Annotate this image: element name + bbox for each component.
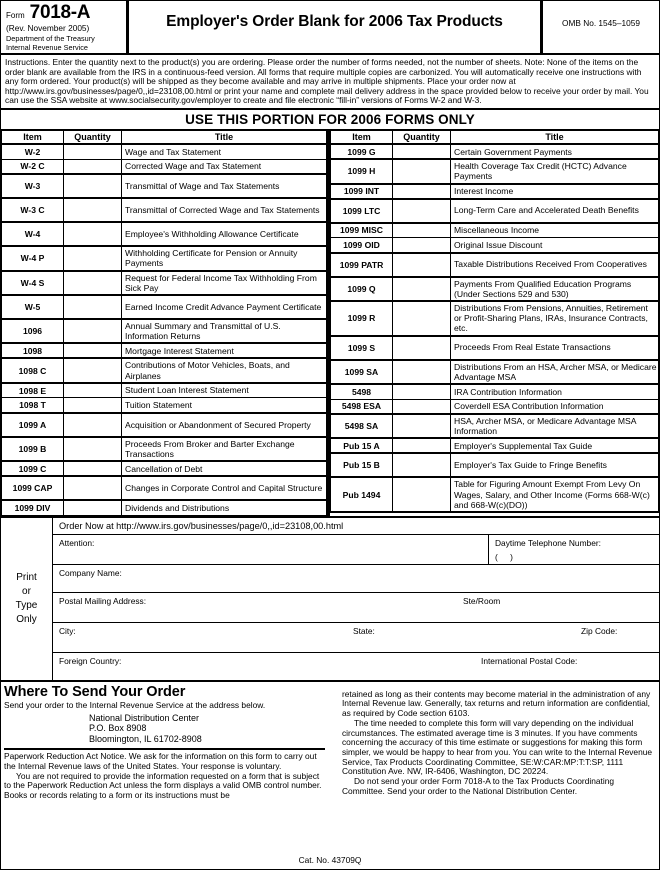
table-header-row xyxy=(2,131,327,144)
cell-quantity-input[interactable] xyxy=(64,174,122,198)
cell-quantity-input[interactable] xyxy=(64,246,122,270)
foreign-country-row[interactable] xyxy=(53,653,659,680)
table-row xyxy=(331,184,659,199)
column-header-title: Title xyxy=(451,131,659,144)
form-revision-date: (Rev. November 2005) xyxy=(6,23,90,33)
form-header xyxy=(1,1,659,55)
cell-title: Payments From Qualified Education Programs (Under Sections 529 and 530) xyxy=(451,277,659,301)
cell-title: Proceeds From Real Estate Transactions xyxy=(451,336,659,360)
pra-paragraph-5: Do not send your order Form 7018-A to the Tax Products Coordinating Committee. Send your order to the National Distribution Center. xyxy=(341,776,615,796)
cell-item: 1098 E xyxy=(2,383,64,398)
cell-item: 1099 R xyxy=(331,301,393,336)
cell-quantity-input[interactable] xyxy=(393,399,451,414)
table-row xyxy=(331,223,659,238)
cell-item: 1098 xyxy=(2,343,64,358)
cell-quantity-input[interactable] xyxy=(393,336,451,360)
cell-title: Distributions From an HSA, Archer MSA, or Medicare Advantage MSA xyxy=(451,360,659,384)
cell-title: Employer's Tax Guide to Fringe Benefits xyxy=(451,453,659,477)
state-label: State: xyxy=(353,625,375,636)
pra-paragraph-4: The time needed to complete this form will vary depending on the individual circumstances. The estimated average time is 3 minutes. If you have comments concerning the accuracy of this time estimate or suggestions for making this form simpler, we would be happy to hear from you. You can write to the Internal Revenue Service, Tax Products Coordinating Committee, SE:W:CAR:MP:T:T:SP, 1111 Constitution Ave. NW, IR-6406, Washington, DC 20224. xyxy=(341,717,653,777)
omb-number: OMB No. 1545–1059 xyxy=(562,18,640,28)
distribution-center-address xyxy=(89,713,325,745)
right-table-body xyxy=(331,144,659,512)
cell-title: Student Loan Interest Statement xyxy=(122,383,327,398)
print-or-type-line-3: Only xyxy=(16,613,37,625)
international-postal-code-label: International Postal Code: xyxy=(481,655,578,666)
postal-mailing-address-field[interactable] xyxy=(53,593,659,623)
cell-title: Table for Figuring Amount Exempt From Levy On Wages, Salary, and Other Income (Forms 668-W(c) and 668-W(c)(DO)) xyxy=(451,477,659,512)
cell-title: Mortgage Interest Statement xyxy=(122,343,327,358)
print-or-type-line-1: or xyxy=(22,585,31,597)
cell-item: 1099 C xyxy=(2,461,64,476)
table-row xyxy=(2,246,327,270)
cell-quantity-input[interactable] xyxy=(393,384,451,399)
table-row xyxy=(331,199,659,223)
cell-title: Miscellaneous Income xyxy=(451,223,659,238)
table-header-row xyxy=(331,131,659,144)
products-tables xyxy=(1,129,659,516)
table-row xyxy=(2,437,327,461)
cell-quantity-input[interactable] xyxy=(393,360,451,384)
cell-title: HSA, Archer MSA, or Medicare Advantage MSA Information xyxy=(451,414,659,438)
cell-quantity-input[interactable] xyxy=(393,453,451,477)
cell-title: Request for Federal Income Tax Withholding From Sick Pay xyxy=(122,271,327,295)
cell-item: W-4 S xyxy=(2,271,64,295)
cell-item: 1099 DIV xyxy=(2,500,64,515)
print-or-type-line-0: Print xyxy=(16,571,37,583)
department-line-2: Internal Revenue Service xyxy=(6,42,88,52)
instructions-paragraph: Instructions. Enter the quantity next to the product(s) you are ordering. Please order the number of forms needed, not the number of sheets. Note: None of the items on the order blank are available from the IRS in a continuous-feed version. All forms that require multiple copies are carbonized. You will automatically receive one instructions with any form ordered. Your product(s) will be shipped as they become available and may arrive in multiple shipments. Place your order now at http://www.irs.gov/businesses/page/0,,id=23108,00.html or print your name and complete mail delivery address in the space provided below to receive your order by mail. You can use the SSA website at www.socialsecurity.gov/employer to create and file electronic “fill-in” versions of Forms W-2 and W-3. xyxy=(1,55,659,110)
table-row xyxy=(331,453,659,477)
table-row xyxy=(2,343,327,358)
cell-item: 1099 S xyxy=(331,336,393,360)
cell-item: 1099 MISC xyxy=(331,223,393,238)
cell-item: 1099 G xyxy=(331,144,393,159)
cell-title: Withholding Certificate for Pension or Annuity Payments xyxy=(122,246,327,270)
cell-title: Taxable Distributions Received From Cooperatives xyxy=(451,253,659,277)
pra-paragraph-1: Paperwork Reduction Act Notice. We ask for the information on this form to carry out the Internal Revenue laws of the United States. Your response is voluntary. xyxy=(4,751,317,771)
cell-title: Certain Government Payments xyxy=(451,144,659,159)
cell-title: Transmittal of Corrected Wage and Tax Statements xyxy=(122,198,327,222)
cell-quantity-input[interactable] xyxy=(64,437,122,461)
table-row xyxy=(2,198,327,222)
cell-quantity-input[interactable] xyxy=(64,383,122,398)
cell-title: Changes in Corporate Control and Capital Structure xyxy=(122,476,327,500)
column-header-quantity: Quantity xyxy=(64,131,122,144)
cell-title: Earned Income Credit Advance Payment Certificate xyxy=(122,295,327,319)
cell-quantity-input[interactable] xyxy=(393,277,451,301)
daytime-telephone-value: ( ) xyxy=(495,551,518,562)
cell-title: Tuition Statement xyxy=(122,398,327,413)
cell-title: Long-Term Care and Accelerated Death Benefits xyxy=(451,199,659,223)
table-row xyxy=(331,277,659,301)
table-row xyxy=(2,383,327,398)
table-row xyxy=(331,301,659,336)
cell-title: Original Issue Discount xyxy=(451,238,659,253)
column-header-item: Item xyxy=(331,131,393,144)
cell-quantity-input[interactable] xyxy=(64,198,122,222)
city-label: City: xyxy=(59,625,76,636)
products-table-left xyxy=(1,131,330,516)
zip-code-label: Zip Code: xyxy=(581,625,618,636)
catalog-number: Cat. No. 43709Q xyxy=(298,855,362,865)
cell-quantity-input[interactable] xyxy=(393,238,451,253)
table-row xyxy=(331,384,659,399)
pra-paragraph-2: You are not required to provide the information requested on a form that is subject to the Paperwork Reduction Act unless the form displays a valid OMB control number. Books or records relating to a form or its instructions must be xyxy=(4,770,322,801)
order-address-block xyxy=(1,516,659,680)
table-row xyxy=(331,144,659,159)
table-row xyxy=(2,476,327,500)
cell-item: 5498 SA xyxy=(331,414,393,438)
cell-item: W-3 C xyxy=(2,198,64,222)
table-row xyxy=(331,360,659,384)
cell-quantity-input[interactable] xyxy=(64,222,122,246)
table-row xyxy=(2,461,327,476)
table-row xyxy=(331,438,659,453)
cell-quantity-input[interactable] xyxy=(393,253,451,277)
cell-title: Employee's Withholding Allowance Certificate xyxy=(122,222,327,246)
table-row xyxy=(2,174,327,198)
cell-title: IRA Contribution Information xyxy=(451,384,659,399)
cell-item: 1096 xyxy=(2,319,64,343)
page-title: Employer's Order Blank for 2006 Tax Products xyxy=(166,13,503,30)
company-name-field[interactable] xyxy=(53,565,659,593)
cell-quantity-input[interactable] xyxy=(64,461,122,476)
cell-quantity-input[interactable] xyxy=(64,476,122,500)
form-number: 7018-A xyxy=(29,2,91,23)
cell-item: Pub 15 A xyxy=(331,438,393,453)
cell-quantity-input[interactable] xyxy=(64,159,122,174)
cell-item: 5498 ESA xyxy=(331,399,393,414)
form-word-label: Form xyxy=(6,11,25,20)
print-or-type-line-2: Type xyxy=(15,599,38,611)
cell-title: Cancellation of Debt xyxy=(122,461,327,476)
cell-item: W-4 P xyxy=(2,246,64,270)
cell-title: Distributions From Pensions, Annuities, Retirement or Profit-Sharing Plans, IRAs, Insurance Contracts, etc. xyxy=(451,301,659,336)
cell-item: 1099 SA xyxy=(331,360,393,384)
table-row xyxy=(2,319,327,343)
section-banner: USE THIS PORTION FOR 2006 FORMS ONLY xyxy=(185,111,475,127)
cell-quantity-input[interactable] xyxy=(393,159,451,183)
paperwork-reduction-notice xyxy=(4,748,325,801)
cell-title: Proceeds From Broker and Barter Exchange Transactions xyxy=(122,437,327,461)
cell-quantity-input[interactable] xyxy=(64,271,122,295)
form-identity-block xyxy=(1,1,129,53)
where-to-send-title: Where To Send Your Order xyxy=(4,683,186,700)
cell-title: Health Coverage Tax Credit (HCTC) Advance Payments xyxy=(451,159,659,183)
table-row xyxy=(331,336,659,360)
table-row xyxy=(2,413,327,437)
cell-item: 1099 CAP xyxy=(2,476,64,500)
cell-title: Interest Income xyxy=(451,184,659,199)
cell-quantity-input[interactable] xyxy=(64,343,122,358)
cell-item: 5498 xyxy=(331,384,393,399)
order-now-link[interactable]: Order Now at http://www.irs.gov/businesses/page/0,,id=23108,00.html xyxy=(53,518,659,535)
products-table-right xyxy=(330,131,659,516)
where-to-send-subtitle: Send your order to the Internal Revenue Service at the address below. xyxy=(4,699,266,710)
daytime-telephone-label: Daytime Telephone Number: xyxy=(495,537,601,548)
cell-item: Pub 15 B xyxy=(331,453,393,477)
cell-item: 1099 PATR xyxy=(331,253,393,277)
attention-field[interactable] xyxy=(53,535,489,564)
cell-title: Corrected Wage and Tax Statement xyxy=(122,159,327,174)
cell-quantity-input[interactable] xyxy=(64,295,122,319)
cell-quantity-input[interactable] xyxy=(393,199,451,223)
cell-title: Annual Summary and Transmittal of U.S. Information Returns xyxy=(122,319,327,343)
table-row xyxy=(2,159,327,174)
table-row xyxy=(331,399,659,414)
cell-title: Transmittal of Wage and Tax Statements xyxy=(122,174,327,198)
cell-item: Pub 1494 xyxy=(331,477,393,512)
cell-quantity-input[interactable] xyxy=(64,144,122,159)
cell-item: 1099 INT xyxy=(331,184,393,199)
column-header-item: Item xyxy=(2,131,64,144)
cell-title: Acquisition or Abandonment of Secured Property xyxy=(122,413,327,437)
cell-quantity-input[interactable] xyxy=(393,223,451,238)
table-row xyxy=(2,398,327,413)
cell-title: Wage and Tax Statement xyxy=(122,144,327,159)
cell-quantity-input[interactable] xyxy=(393,144,451,159)
form-footer xyxy=(1,680,659,801)
cell-item: W-2 C xyxy=(2,159,64,174)
cell-quantity-input[interactable] xyxy=(64,500,122,515)
cell-item: 1098 C xyxy=(2,358,64,382)
table-row xyxy=(331,159,659,183)
column-header-quantity: Quantity xyxy=(393,131,451,144)
table-row xyxy=(2,222,327,246)
cell-title: Contributions of Motor Vehicles, Boats, and Airplanes xyxy=(122,358,327,382)
address-line-1: P.O. Box 8908 xyxy=(89,723,147,734)
table-row xyxy=(2,271,327,295)
table-row xyxy=(2,358,327,382)
daytime-telephone-field[interactable] xyxy=(489,535,659,564)
cell-item: W-3 xyxy=(2,174,64,198)
address-fields xyxy=(53,518,659,680)
table-row xyxy=(2,295,327,319)
attention-label: Attention: xyxy=(59,537,95,548)
cell-item: 1099 Q xyxy=(331,277,393,301)
cell-item: 1099 A xyxy=(2,413,64,437)
cell-quantity-input[interactable] xyxy=(393,438,451,453)
left-table-body xyxy=(2,144,327,515)
print-or-type-label xyxy=(1,518,53,680)
footer-left-column xyxy=(1,682,330,801)
table-row xyxy=(2,144,327,159)
cell-quantity-input[interactable] xyxy=(64,319,122,343)
cell-quantity-input[interactable] xyxy=(64,413,122,437)
ste-room-label: Ste/Room xyxy=(463,595,501,606)
cell-quantity-input[interactable] xyxy=(393,301,451,336)
cell-item: W-5 xyxy=(2,295,64,319)
postal-mailing-address-label: Postal Mailing Address: xyxy=(59,595,147,606)
cell-title: Employer's Supplemental Tax Guide xyxy=(451,438,659,453)
cell-item: 1099 H xyxy=(331,159,393,183)
address-line-2: Bloomington, IL 61702-8908 xyxy=(89,733,202,744)
pra-paragraph-3: retained as long as their contents may become material in the administration of any Internal Revenue law. Generally, tax returns and return information are confidential, as required by Code section 6103. xyxy=(341,688,651,719)
cell-item: 1098 T xyxy=(2,398,64,413)
table-row xyxy=(331,253,659,277)
city-state-zip-row[interactable] xyxy=(53,623,659,653)
cell-quantity-input[interactable] xyxy=(393,184,451,199)
footer-right-column xyxy=(330,682,659,801)
cell-item: 1099 B xyxy=(2,437,64,461)
table-row xyxy=(2,500,327,515)
form-title-block xyxy=(129,1,543,53)
omb-block xyxy=(543,1,659,53)
table-row xyxy=(331,238,659,253)
cell-quantity-input[interactable] xyxy=(393,477,451,512)
table-row xyxy=(331,414,659,438)
address-line-0: National Distribution Center xyxy=(89,712,200,723)
attention-phone-row xyxy=(53,535,659,565)
cell-quantity-input[interactable] xyxy=(64,398,122,413)
cell-item: 1099 OID xyxy=(331,238,393,253)
department-line-1: Department of the Treasury xyxy=(6,34,95,43)
cell-quantity-input[interactable] xyxy=(393,414,451,438)
foreign-country-label: Foreign Country: xyxy=(59,655,122,666)
cell-item: W-4 xyxy=(2,222,64,246)
column-header-title: Title xyxy=(122,131,327,144)
company-name-label: Company Name: xyxy=(59,567,122,578)
cell-quantity-input[interactable] xyxy=(64,358,122,382)
cell-item: W-2 xyxy=(2,144,64,159)
cell-item: 1099 LTC xyxy=(331,199,393,223)
cell-title: Dividends and Distributions xyxy=(122,500,327,515)
table-row xyxy=(331,477,659,512)
cell-title: Coverdell ESA Contribution Information xyxy=(451,399,659,414)
